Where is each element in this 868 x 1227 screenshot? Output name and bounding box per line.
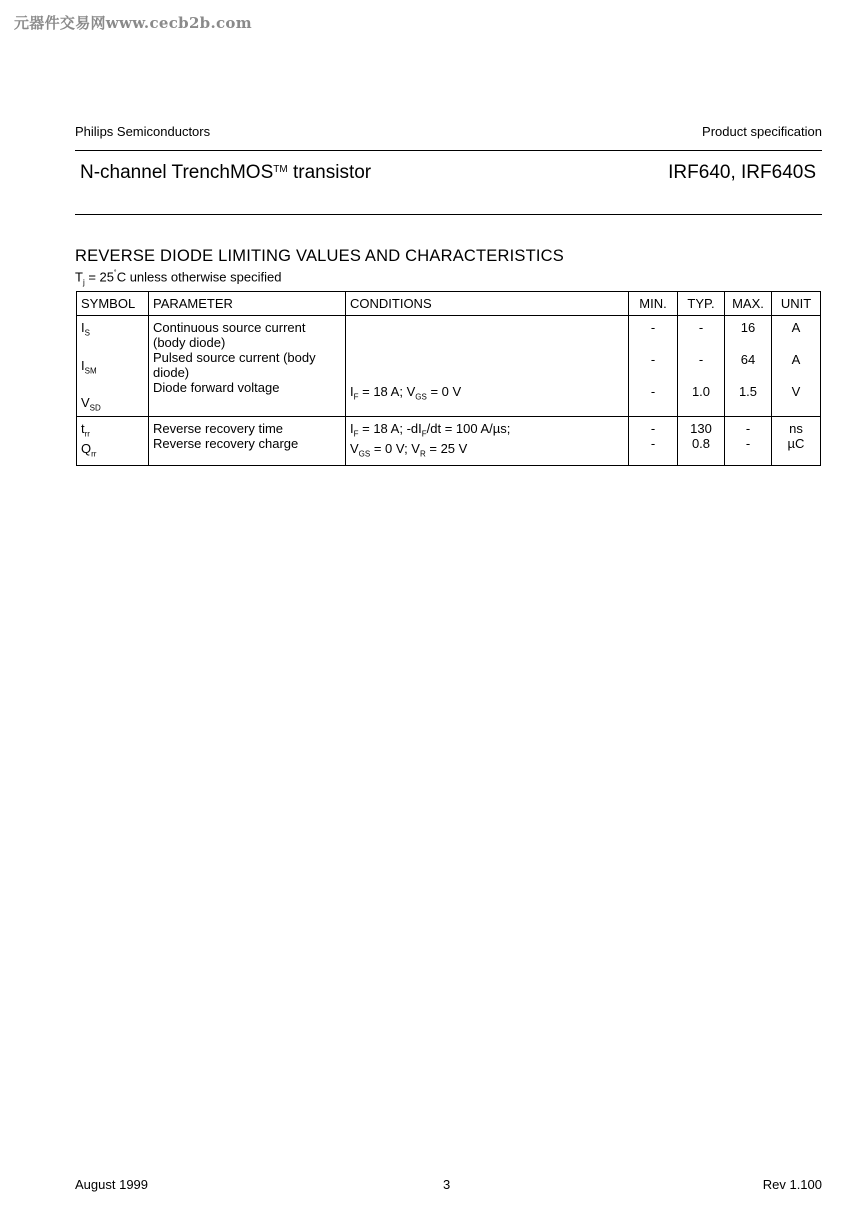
condition: $I_F = 18$ A; $-dI_F/dt = 100$ A/µs; — [350, 420, 511, 439]
test-condition — [75, 269, 281, 287]
col-typ: TYP. — [678, 292, 725, 316]
unit-value: A — [791, 352, 801, 367]
section-title: REVERSE DIODE LIMITING VALUES AND CHARACTERISTICS — [75, 247, 565, 265]
typ-value: 0.8 — [691, 435, 711, 451]
unit-value: V — [791, 384, 801, 399]
max-cell — [725, 416, 772, 465]
title-suffix: transistor — [292, 162, 372, 183]
table-row — [77, 316, 821, 417]
conditions-cell — [346, 316, 629, 417]
max-value: 1.5 — [738, 384, 758, 399]
watermark: 元器件交易网www.cecb2b.com — [14, 14, 252, 32]
title-main: N-channel TrenchMOS — [80, 162, 274, 183]
max-value: - — [745, 435, 751, 451]
page-number: 3 — [443, 1177, 451, 1192]
parameter: Pulsed source current (body diode) — [153, 350, 316, 380]
parameter: Reverse recovery time — [153, 420, 284, 436]
symbol-sub: S — [84, 328, 90, 338]
col-conditions: CONDITIONS — [346, 292, 629, 316]
typ-value: 130 — [690, 420, 712, 436]
unit-value: µC — [787, 435, 805, 451]
revision: Rev 1.100 — [762, 1177, 822, 1192]
typ-value: - — [698, 320, 704, 335]
unit-value: ns — [789, 420, 803, 436]
cond-rest: C unless otherwise specified — [116, 269, 282, 285]
symbol: I — [81, 320, 85, 335]
company-name: Philips Semiconductors — [75, 124, 211, 139]
typ-cell — [678, 416, 725, 465]
condition: $V_{GS} = 0$ V; $V_R = 25$ V — [350, 441, 468, 459]
degree-sign: ˚ — [114, 269, 117, 278]
cond-sub: j — [82, 277, 85, 287]
symbol: t — [81, 420, 85, 436]
parameter-cell — [149, 416, 346, 465]
trademark-mark: TM — [273, 164, 288, 175]
min-value: - — [650, 320, 656, 335]
max-value: 64 — [740, 352, 756, 367]
symbol-sub: rr — [84, 429, 90, 439]
col-unit: UNIT — [772, 292, 821, 316]
max-value: - — [745, 420, 751, 436]
symbol-sub: SM — [84, 366, 97, 376]
symbol: Q — [81, 441, 92, 457]
symbol-sub: SD — [89, 403, 101, 413]
unit-value: A — [791, 320, 801, 335]
max-value: 16 — [740, 320, 756, 335]
document-type: Product specification — [702, 124, 822, 139]
parameter: Reverse recovery charge — [153, 435, 299, 451]
min-value: - — [650, 420, 656, 436]
typ-cell — [678, 316, 725, 417]
parameter: Diode forward voltage — [153, 380, 280, 395]
symbol: I — [81, 357, 85, 373]
col-min: MIN. — [629, 292, 678, 316]
header-rule — [75, 150, 822, 151]
min-cell — [629, 316, 678, 417]
unit-cell — [772, 416, 821, 465]
title-rule — [75, 214, 822, 215]
parameter-cell — [149, 316, 346, 417]
col-max: MAX. — [725, 292, 772, 316]
conditions-cell — [346, 416, 629, 465]
min-value: - — [650, 352, 656, 367]
unit-cell — [772, 316, 821, 417]
document-title — [80, 162, 371, 184]
parameter: Continuous source current (body diode) — [153, 320, 306, 350]
cond-eq: = 25 — [84, 269, 115, 285]
symbol-sub: rr — [91, 449, 97, 459]
min-value: - — [650, 435, 656, 451]
min-cell — [629, 416, 678, 465]
table-row — [77, 416, 821, 465]
characteristics-table — [76, 291, 821, 466]
typ-value: 1.0 — [691, 384, 711, 399]
cond-t: T — [75, 269, 83, 285]
min-value: - — [650, 384, 656, 399]
footer-date: August 1999 — [75, 1177, 149, 1192]
col-parameter: PARAMETER — [149, 292, 346, 316]
condition: $I_F = 18$ A; $V_{GS} = 0$ V — [350, 384, 462, 402]
col-symbol: SYMBOL — [77, 292, 149, 316]
table-header-row — [77, 292, 821, 316]
symbol: V — [81, 395, 90, 411]
max-cell — [725, 316, 772, 417]
typ-value: - — [698, 352, 704, 367]
part-numbers: IRF640, IRF640S — [668, 162, 816, 183]
symbol-cell — [77, 316, 149, 417]
symbol-cell — [77, 416, 149, 465]
